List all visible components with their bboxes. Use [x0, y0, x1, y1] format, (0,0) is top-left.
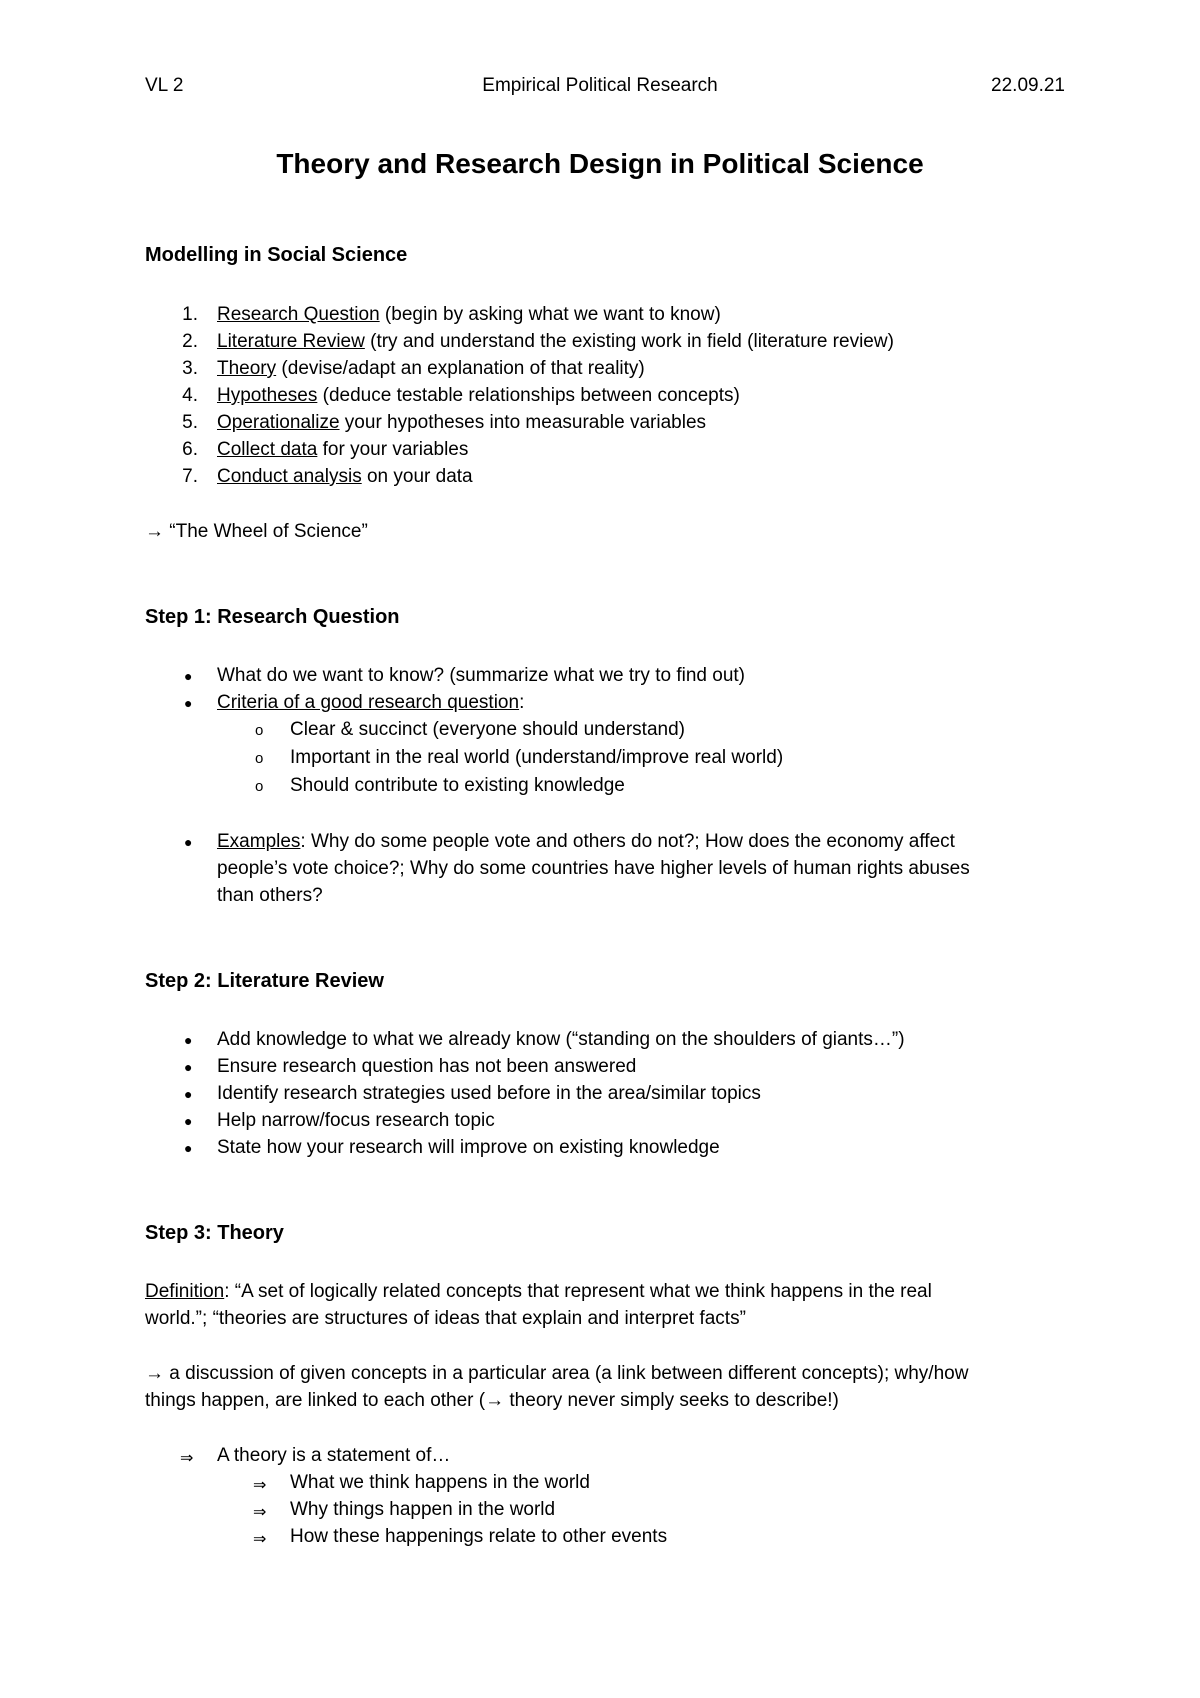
list-item [217, 331, 894, 353]
bullet-icon: ● [184, 668, 193, 684]
discussion-line-2 [145, 1390, 839, 1412]
bullet-icon: ● [184, 834, 193, 850]
list-item-term: Theory [217, 358, 277, 379]
step3-heading: Step 3: Theory [145, 1222, 284, 1244]
list-item-term: Operationalize [217, 412, 340, 433]
criteria-item: Important in the real world (understand/improve real world) [290, 747, 784, 768]
theory-item: How these happenings relate to other events [290, 1526, 668, 1547]
list-item-text: (devise/adapt an explanation of that reality) [276, 358, 645, 379]
list-number: 7. [182, 466, 198, 487]
step2-item: Add knowledge to what we already know (“standing on the shoulders of giants…”) [217, 1029, 905, 1050]
header-center: Empirical Political Research [482, 75, 718, 96]
step2-heading: Step 2: Literature Review [145, 970, 384, 992]
bullet-icon: ● [184, 1059, 193, 1075]
header-left: VL 2 [145, 75, 184, 96]
list-item [217, 466, 473, 488]
step2-item: Help narrow/focus research topic [217, 1110, 495, 1131]
circle-bullet-icon: o [255, 750, 264, 767]
circle-bullet-icon: o [255, 778, 264, 795]
bullet-icon: ● [184, 1032, 193, 1048]
list-item-term: Literature Review [217, 331, 365, 352]
wheel-of-science-line [145, 521, 368, 543]
discussion-text: a discussion of given concepts in a particular area (a link between different concepts); why/how [164, 1363, 969, 1384]
list-item-term: Hypotheses [217, 385, 318, 406]
bullet-icon: ● [184, 1086, 193, 1102]
step2-item: State how your research will improve on existing knowledge [217, 1137, 720, 1158]
list-item [217, 439, 468, 461]
list-item-text: (deduce testable relationships between concepts) [317, 385, 740, 406]
page-title: Theory and Research Design in Political Science [276, 148, 924, 179]
list-number: 2. [182, 331, 198, 352]
list-item-term: Collect data [217, 439, 318, 460]
discussion-text: things happen, are linked to each other ( [145, 1390, 486, 1411]
list-item [217, 304, 721, 326]
wheel-of-science-text: “The Wheel of Science” [164, 521, 368, 542]
step2-item: Identify research strategies used before in the area/similar topics [217, 1083, 761, 1104]
list-item-term: Research Question [217, 304, 380, 325]
criteria-colon: : [519, 692, 525, 713]
list-item-text: (try and understand the existing work in field (literature review) [364, 331, 894, 352]
step1-heading: Step 1: Research Question [145, 606, 400, 628]
definition-term: Definition [145, 1281, 225, 1302]
list-item [217, 412, 706, 434]
implies-arrow-icon: ⇒ [253, 1531, 267, 1548]
discussion-line-1 [145, 1363, 968, 1385]
definition-line-1 [145, 1281, 932, 1303]
bullet-icon: ● [184, 1140, 193, 1156]
theory-item: Why things happen in the world [290, 1499, 556, 1520]
step1-bullet-text: What do we want to know? (summarize what we try to find out) [217, 665, 745, 686]
header-right: 22.09.21 [991, 75, 1065, 96]
right-arrow-icon: → [145, 521, 164, 542]
examples-text: : Why do some people vote and others do not?; How does the economy affect [300, 831, 955, 852]
examples-line-1 [217, 831, 955, 853]
list-item-text: on your data [361, 466, 473, 487]
right-arrow-icon: → [485, 1390, 505, 1411]
list-number: 4. [182, 385, 198, 406]
list-item-term: Conduct analysis [217, 466, 362, 487]
list-number: 1. [182, 304, 198, 325]
discussion-text: theory never simply seeks to describe!) [504, 1390, 839, 1411]
theory-item: What we think happens in the world [290, 1472, 590, 1493]
implies-arrow-icon: ⇒ [253, 1477, 267, 1494]
bullet-icon: ● [184, 1113, 193, 1129]
list-item [217, 358, 645, 380]
circle-bullet-icon: o [255, 722, 264, 739]
criteria-item: Clear & succinct (everyone should understand) [290, 719, 685, 740]
examples-line-3: than others? [217, 885, 323, 906]
implies-arrow-icon: ⇒ [180, 1450, 194, 1467]
list-number: 6. [182, 439, 198, 460]
theory-statement: A theory is a statement of… [217, 1445, 451, 1466]
step2-item: Ensure research question has not been answered [217, 1056, 637, 1077]
list-item-text: your hypotheses into measurable variables [339, 412, 707, 433]
list-item-text: (begin by asking what we want to know) [379, 304, 721, 325]
step1-criteria [217, 692, 524, 714]
list-item [217, 385, 740, 407]
examples-line-2: people’s vote choice?; Why do some countries have higher levels of human rights abuses [217, 858, 970, 879]
list-item-text: for your variables [317, 439, 469, 460]
examples-term: Examples [217, 831, 301, 852]
criteria-item: Should contribute to existing knowledge [290, 775, 625, 796]
bullet-icon: ● [184, 695, 193, 711]
definition-text: : “A set of logically related concepts that represent what we think happens in the real [224, 1281, 932, 1302]
modelling-heading: Modelling in Social Science [145, 244, 408, 266]
list-number: 3. [182, 358, 198, 379]
implies-arrow-icon: ⇒ [253, 1504, 267, 1521]
criteria-term: Criteria of a good research question [217, 692, 520, 713]
definition-line-2: world.”; “theories are structures of ideas that explain and interpret facts” [145, 1308, 746, 1329]
right-arrow-icon: → [145, 1363, 164, 1384]
list-number: 5. [182, 412, 198, 433]
